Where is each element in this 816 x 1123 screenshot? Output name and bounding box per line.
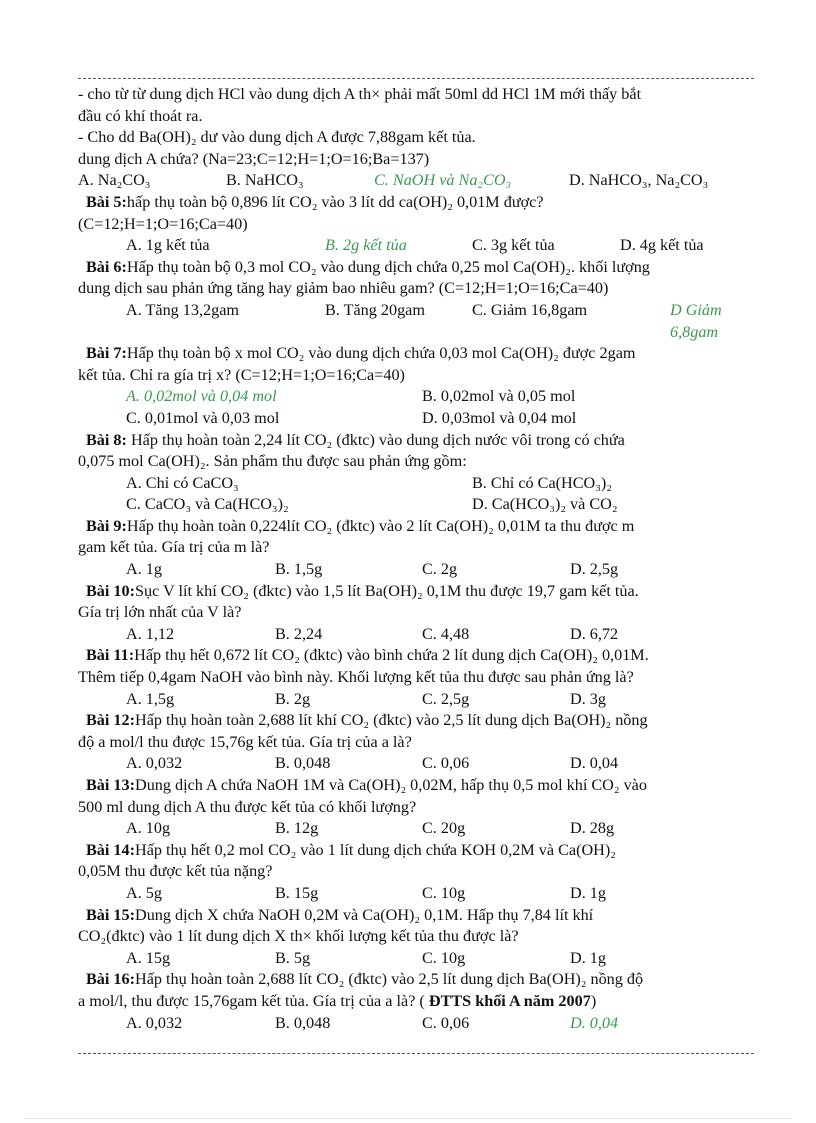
option-c: C. 0,06 [422,754,470,773]
problem-16-options [78,1013,756,1035]
problem-label: Bài 12: [86,711,136,730]
problem-10-line2: Gía trị lớn nhất của V là? [78,603,242,622]
option-a: A. Na₂CO₃ [78,171,151,190]
problem-15-options [78,948,756,970]
problem-7-options-row2 [78,408,756,430]
problem-text: Hấp thụ hết 0,672 lít CO₂ (đktc) vào bình chứa 2 lít dung dịch Ca(OH)₂ 0,01M. [134,646,649,665]
problem-text: Hấp thụ toàn bộ 0,3 mol CO₂ vào dung dịch chứa 0,25 mol Ca(OH)₂. khối lượng [126,257,650,276]
problem-15-line2: CO₂(đktc) vào 1 lít dung dịch X th× khối lượng kết tủa thu được là? [78,927,519,946]
problem-text: Dung dịch X chứa NaOH 0,2M và Ca(OH)₂ 0,1M. Hấp thụ 7,84 lít khí [135,905,594,924]
option-a: A. 0,032 [126,754,183,773]
option-d-correct: D. 0,04 [570,1013,619,1032]
problem-15-line1 [78,905,756,927]
option-b: B. Chỉ có Ca(HCO₃)₂ [472,473,612,492]
problem-6-line2: dung dịch sau phản ứng tăng hay giảm bao nhiêu gam? (C=12;H=1;O=16;Ca=40) [78,279,609,298]
problem-5-line2: (C=12;H=1;O=16;Ca=40) [78,214,248,233]
problem-label: Bài 10: [86,581,136,600]
problem-8-line1 [78,430,756,452]
problem-14-line2: 0,05M thu được kết tủa nặng? [78,862,273,881]
problem-7-line2: kết tủa. Chỉ ra gía trị x? (C=12;H=1;O=16;Ca=40) [78,365,405,384]
problem-text: Hấp thụ hoàn toàn 2,688 lít khí CO₂ (đktc) vào 2,5 lít dung dịch Ba(OH)₂ nồng [135,711,648,730]
intro-line: đầu có khí thoát ra. [78,106,203,125]
option-d: D. 6,72 [570,624,619,643]
problem-label: Bài 8: [86,430,127,449]
problem-6-options [78,300,756,341]
problem-label: Bài 11: [86,646,135,665]
problem-11-line1 [78,645,756,667]
option-b: B. 2,24 [275,624,323,643]
option-d: D. 0,03mol và 0,04 mol [422,408,577,427]
option-c: C. 10g [422,948,466,967]
problem-13-line1 [78,775,756,797]
option-b-correct: B. 2g kết tủa [325,236,407,255]
problem-text: Hấp thụ hoàn toàn 0,224lít CO₂ (đktc) vào 2 lít Ca(OH)₂ 0,01M ta thu được m [126,516,635,535]
option-c-correct: C. NaOH và Na₂CO₃ [374,171,512,190]
problem-text: Hấp thụ hoàn toàn 2,24 lít CO₂ (đktc) vào dung dịch nước vôi trong có chứa [130,430,625,449]
option-b: B. 5g [275,948,311,967]
intro-options [78,170,756,192]
problem-8-options-row1 [78,473,756,495]
problem-text: Hấp thụ toàn bộ x mol CO₂ vào dung dịch chứa 0,03 mol Ca(OH)₂ được 2gam [126,344,636,363]
problem-text: a mol/l, thu được 15,76gam kết tủa. Gía trị của a là? ( [78,991,429,1010]
option-b: B. 0,048 [275,1013,331,1032]
problem-text: hấp thụ toàn bộ 0,896 lít CO₂ vào 3 lít dd ca(OH)₂ 0,01M được? [126,192,544,211]
option-d-correct: D Giảm 6,8gam [670,300,722,341]
option-d: D. 1g [570,948,606,967]
option-b: B. 1,5g [275,560,323,579]
option-d: D. 28g [570,819,615,838]
option-d: D. 2,5g [570,560,619,579]
problem-12-line1 [78,710,756,732]
problem-9-line1 [78,516,756,538]
option-a: A. 1g [126,560,162,579]
option-a: A. 15g [126,948,171,967]
option-c: C. 0,06 [422,1013,470,1032]
problem-text: Dung dịch A chứa NaOH 1M và Ca(OH)₂ 0,02M, hấp thụ 0,5 mol khí CO₂ vào [135,776,647,794]
problem-14-line1 [78,840,756,862]
option-a: A. Chỉ có CaCO₃ [126,473,239,492]
option-d: D. 3g [570,689,606,708]
option-b: B. 0,02mol và 0,05 mol [422,387,576,406]
option-d: D. 0,04 [570,754,619,773]
spacer [78,322,756,344]
option-a: A. Tăng 13,2gam [126,300,239,319]
problem-16-line2 [78,991,756,1013]
problem-7-options-row1 [78,386,756,408]
problem-9-line2: gam kết tủa. Gía trị của m là? [78,538,270,557]
option-b: B. 15g [275,883,319,902]
problem-12-line2: độ a mol/l thu được 15,76g kết tủa. Gía trị của a là? [78,732,412,751]
intro-line: - cho từ từ dung dịch HCl vào dung dịch A th× phải mất 50ml dd HCl 1M mới thấy bắt [78,85,642,103]
bottom-divider [78,1053,754,1054]
top-divider [78,78,754,79]
option-a: A. 1,5g [126,689,175,708]
option-a: A. 1g kết tủa [126,236,210,255]
option-d: D. 1g [570,883,606,902]
problem-text: Sục V lít khí CO₂ (đktc) vào 1,5 lít Ba(OH)₂ 0,1M thu được 19,7 gam kết tủa. [135,581,639,600]
option-b: B. 12g [275,819,319,838]
document-body [78,84,756,1034]
problem-label: Bài 15: [86,905,136,924]
closing-paren: ) [590,991,597,1010]
option-c: C. 3g kết tủa [472,236,555,255]
problem-13-options [78,818,756,840]
problem-16-line1 [78,969,756,991]
problem-9-options [78,559,756,581]
intro-line: dung dịch A chứa? (Na=23;C=12;H=1;O=16;Ba=137) [78,149,430,168]
problem-11-options [78,689,756,711]
option-c: C. 2,5g [422,689,470,708]
source-note: ĐTTS khối A năm 2007 [428,991,591,1010]
intro-line: - Cho dd Ba(OH)₂ dư vào dung dịch A được 7,88gam kết tủa. [78,128,476,147]
problem-8-line2: 0,075 mol Ca(OH)₂. Sản phẩm thu được sau phản ứng gồm: [78,452,467,471]
problem-12-options [78,753,756,775]
option-c: C. 2g [422,560,458,579]
problem-label: Bài 13: [86,776,136,794]
problem-10-line1 [78,581,756,603]
problem-13-line2: 500 ml dung dịch A thu được kết tủa có khối lượng? [78,797,417,816]
option-b: B. 0,048 [275,754,331,773]
option-d: D. Ca(HCO₃)₂ và CO₂ [472,495,618,514]
option-c: C. 0,01mol và 0,03 mol [126,408,280,427]
problem-label: Bài 6: [86,257,127,276]
problem-label: Bài 16: [86,970,136,989]
option-d: D. NaHCO₃, Na₂CO₃ [569,171,709,190]
option-a: A. 10g [126,819,171,838]
problem-11-line2: Thêm tiếp 0,4gam NaOH vào bình này. Khối lượng kết tủa thu được sau phản ứng là? [78,668,634,687]
problem-text: Hấp thụ hoàn toàn 2,688 lít CO₂ (đktc) vào 2,5 lít dung dịch Ba(OH)₂ nồng độ [135,970,644,989]
option-b: B. Tăng 20gam [325,300,425,319]
option-d: D. 4g kết tủa [620,236,704,255]
problem-text: Hấp thụ hết 0,2 mol CO₂ vào 1 lít dung dịch chứa KOH 0,2M và Ca(OH)₂ [135,840,616,859]
problem-label: Bài 7: [86,344,127,363]
option-a-correct: A. 0,02mol và 0,04 mol [126,387,277,406]
option-c: C. Giảm 16,8gam [472,300,588,319]
problem-7-line1 [78,343,756,365]
problem-5-line1 [78,192,756,214]
option-c: C. CaCO₃ và Ca(HCO₃)₂ [126,495,289,514]
problem-5-options [78,235,756,257]
option-b: B. NaHCO₃ [226,171,304,190]
option-c: C. 4,48 [422,624,470,643]
option-a: A. 1,12 [126,624,175,643]
problem-label: Bài 9: [86,516,127,535]
problem-label: Bài 14: [86,840,136,859]
option-c: C. 10g [422,883,466,902]
option-a: A. 5g [126,883,162,902]
problem-14-options [78,883,756,905]
option-c: C. 20g [422,819,466,838]
problem-8-options-row2 [78,494,756,516]
option-a: A. 0,032 [126,1013,183,1032]
problem-label: Bài 5: [86,192,127,211]
option-b: B. 2g [275,689,311,708]
problem-10-options [78,624,756,646]
problem-6-line1 [78,257,756,279]
page-edge-dots [24,1118,792,1119]
